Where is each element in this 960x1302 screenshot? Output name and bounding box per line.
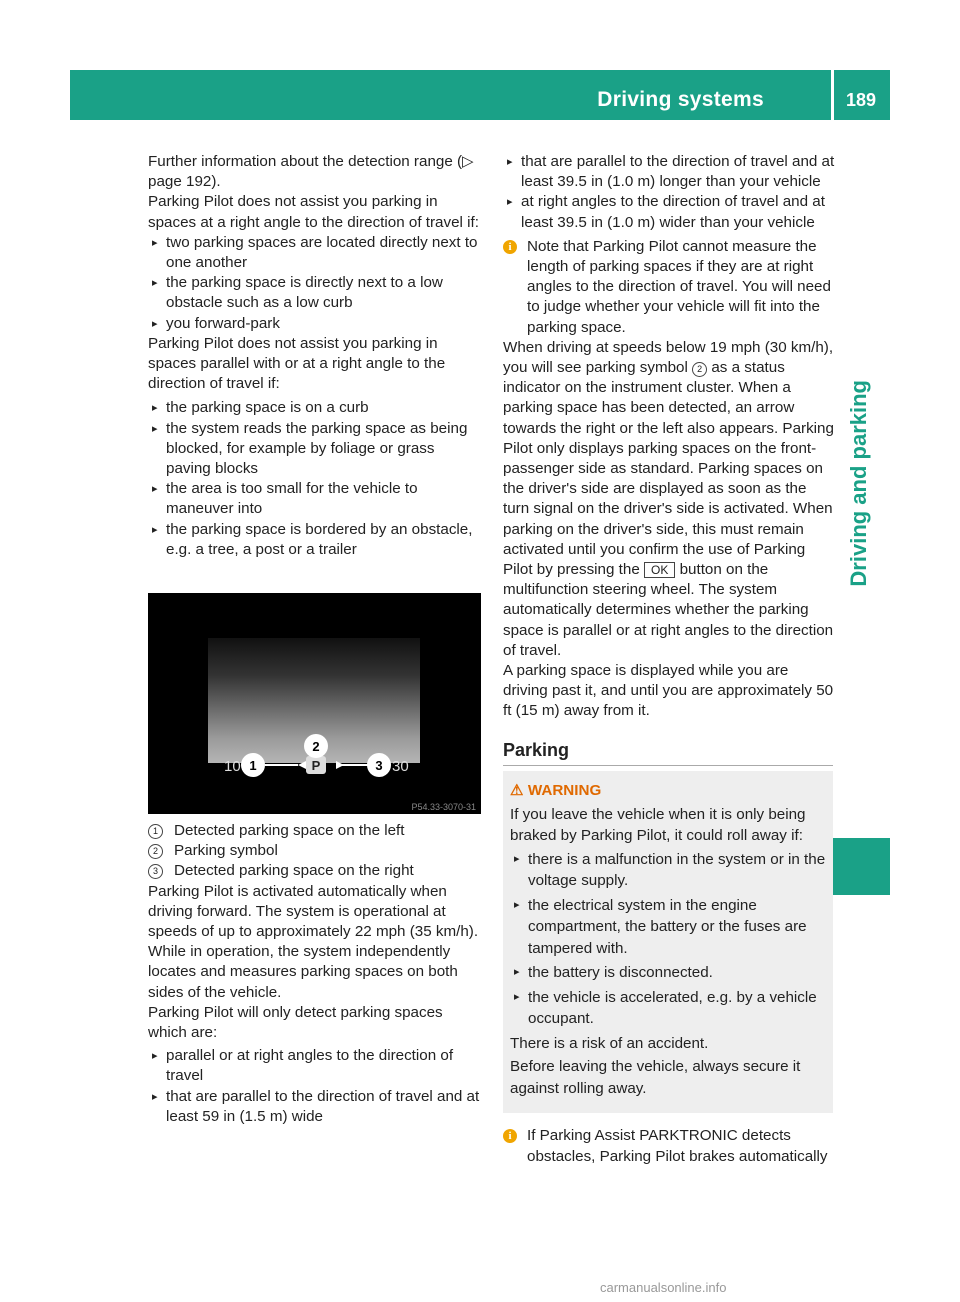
paragraph: When driving at speeds below 19 mph (30 km/h), you will see parking symbol 2 as a status indicator on the instrument cluster. When a parking space has been detected, an arrow towards the right or the left also appears. Parking Pilot only displays parking spaces on the front-passenger side as standard. Parking spaces on the driver's side are displayed as soon as the turn signal on the driver's side is activated. When parking on the driver's side, this must remain activated until you confirm the use of Parking Pilot by pressing the OK button on the multifunction steering wheel. The system automatically determines whether the parking space is parallel or at right angles to the direction of travel. xyxy=(503,338,834,659)
list-item: ▸ the area is too small for the vehicle to maneuver into xyxy=(152,480,418,518)
bullet-icon: ▸ xyxy=(514,966,520,978)
paragraph: Parking Pilot does not assist you parking in spaces parallel with or at a right angle to the direction of travel if: xyxy=(148,334,446,393)
header-bar xyxy=(70,70,890,120)
bullet-icon: ▸ xyxy=(152,483,158,496)
info-note: i Note that Parking Pilot cannot measure the length of parking spaces if they are at right angles to the direction of travel. You will need to judge whether your vehicle will fit into the parking space. xyxy=(503,237,835,338)
instrument-cluster-figure xyxy=(148,593,481,814)
paragraph: A parking space is displayed while you are driving past it, and until you are approximately 50 ft (15 m) away from it. xyxy=(503,662,834,720)
list-item: ▸ two parking spaces are located directly next to one another xyxy=(152,233,478,272)
info-icon: i xyxy=(503,1129,517,1143)
bullet-icon: ▸ xyxy=(514,898,520,911)
page-number: 189 xyxy=(846,90,877,110)
list-item: ▸ parallel or at right angles to the direction of travel xyxy=(152,1047,454,1085)
info-note-2: i If Parking Assist PARKTRONIC detects obstacles, Parking Pilot brakes automatically xyxy=(503,1126,835,1167)
list-item: ▸ the system reads the parking space as being blocked, for example by foliage or grass paving blocks xyxy=(152,419,468,478)
paragraph: Parking Pilot will only detect parking spaces which are: xyxy=(148,1003,443,1042)
warning-intro: If you leave the vehicle when it is only being braked by Parking Pilot, it could roll away if: xyxy=(510,805,806,844)
list-item: ▸ the vehicle is accelerated, e.g. by a vehicle occupant. xyxy=(514,988,817,1027)
legend-item: 3 Detected parking space on the right xyxy=(148,861,483,881)
list-item: ▸ that are parallel to the direction of travel and at least 59 in (1.5 m) wide xyxy=(152,1087,480,1125)
footer-watermark[interactable]: carmanualsonline.info xyxy=(600,1280,727,1295)
list-item: ▸ that are parallel to the direction of travel and at least 39.5 in (1.0 m) longer than your vehicle xyxy=(507,153,835,191)
bullet-icon: ▸ xyxy=(507,156,513,168)
figure-overlay xyxy=(148,593,481,814)
warning-box xyxy=(503,771,833,1113)
paragraph: Parking Pilot does not assist you parking in spaces at a right angle to the direction of travel if: xyxy=(148,193,479,231)
legend-item: 2 Parking symbol xyxy=(148,841,483,861)
left-column-lower xyxy=(148,821,483,1127)
section-divider xyxy=(503,765,833,766)
callout-3-label: 3 xyxy=(375,758,383,773)
bullet-icon: ▸ xyxy=(152,1050,158,1063)
list-item: ▸ you forward-park xyxy=(148,314,483,334)
info-icon: i xyxy=(503,240,517,254)
scale-left: 10 xyxy=(224,758,241,775)
list-item: ▸ at right angles to the direction of travel and at least 39.5 in (1.0 m) wider than your vehicle xyxy=(507,193,825,231)
legend-number: 2 xyxy=(148,844,163,859)
list-item: ▸ the parking space is directly next to a low obstacle such as a low curb xyxy=(152,274,443,312)
header-separator xyxy=(831,70,834,120)
legend-item: 1 Detected parking space on the left xyxy=(148,821,483,841)
bullet-icon: ▸ xyxy=(152,402,158,415)
callout-2-label: 2 xyxy=(312,739,320,754)
figure-code: P54.33-3070-31 xyxy=(411,802,476,812)
callout-1-label: 1 xyxy=(249,758,257,773)
legend-number: 1 xyxy=(148,824,163,839)
ok-button-symbol: OK xyxy=(644,562,675,578)
side-tab-marker xyxy=(833,838,890,895)
warning-title: ⚠ WARNING xyxy=(510,782,602,799)
bullet-icon: ▸ xyxy=(152,236,158,249)
bullet-icon: ▸ xyxy=(507,196,513,209)
bullet-icon: ▸ xyxy=(152,1090,158,1103)
bullet-icon: ▸ xyxy=(152,422,158,435)
list-item: ▸ the electrical system in the engine compartment, the battery or the fuses are tampered with. xyxy=(514,896,807,957)
inline-callout-2: 2 xyxy=(692,362,707,377)
warning-icon: ⚠ xyxy=(510,782,524,799)
left-column xyxy=(148,152,483,560)
list-item: ▸ the battery is disconnected. xyxy=(510,962,826,984)
bullet-icon: ▸ xyxy=(152,317,158,330)
list-item: ▸ there is a malfunction in the system or in the voltage supply. xyxy=(514,850,826,889)
warning-advice: Before leaving the vehicle, always secure it against rolling away. xyxy=(510,1058,801,1097)
legend-number: 3 xyxy=(148,864,163,879)
side-tab-label: Driving and parking xyxy=(846,380,871,587)
paragraph: Further information about the detection range (▷ page 192). xyxy=(148,153,474,191)
scale-right: 30 xyxy=(392,758,409,775)
warning-risk: There is a risk of an accident. xyxy=(510,1034,709,1052)
paragraph: Parking Pilot is activated automatically when driving forward. The system is operational at speeds of up to approximately 22 mph (35 km/h). While in operation, the system independently locates and measures parking spaces on both sides of the vehicle. xyxy=(148,882,479,1001)
list-item: ▸ the parking space is bordered by an obstacle, e.g. a tree, a post or a trailer xyxy=(152,520,473,558)
bullet-icon: ▸ xyxy=(152,523,158,536)
list-item: ▸ the parking space is on a curb xyxy=(148,398,483,418)
parking-symbol-letter: P xyxy=(311,758,321,773)
chapter-title: Driving systems xyxy=(597,88,764,111)
right-column xyxy=(503,152,835,722)
section-title: Parking xyxy=(503,740,570,760)
bullet-icon: ▸ xyxy=(514,852,520,865)
bullet-icon: ▸ xyxy=(152,277,158,290)
bullet-icon: ▸ xyxy=(514,990,520,1003)
